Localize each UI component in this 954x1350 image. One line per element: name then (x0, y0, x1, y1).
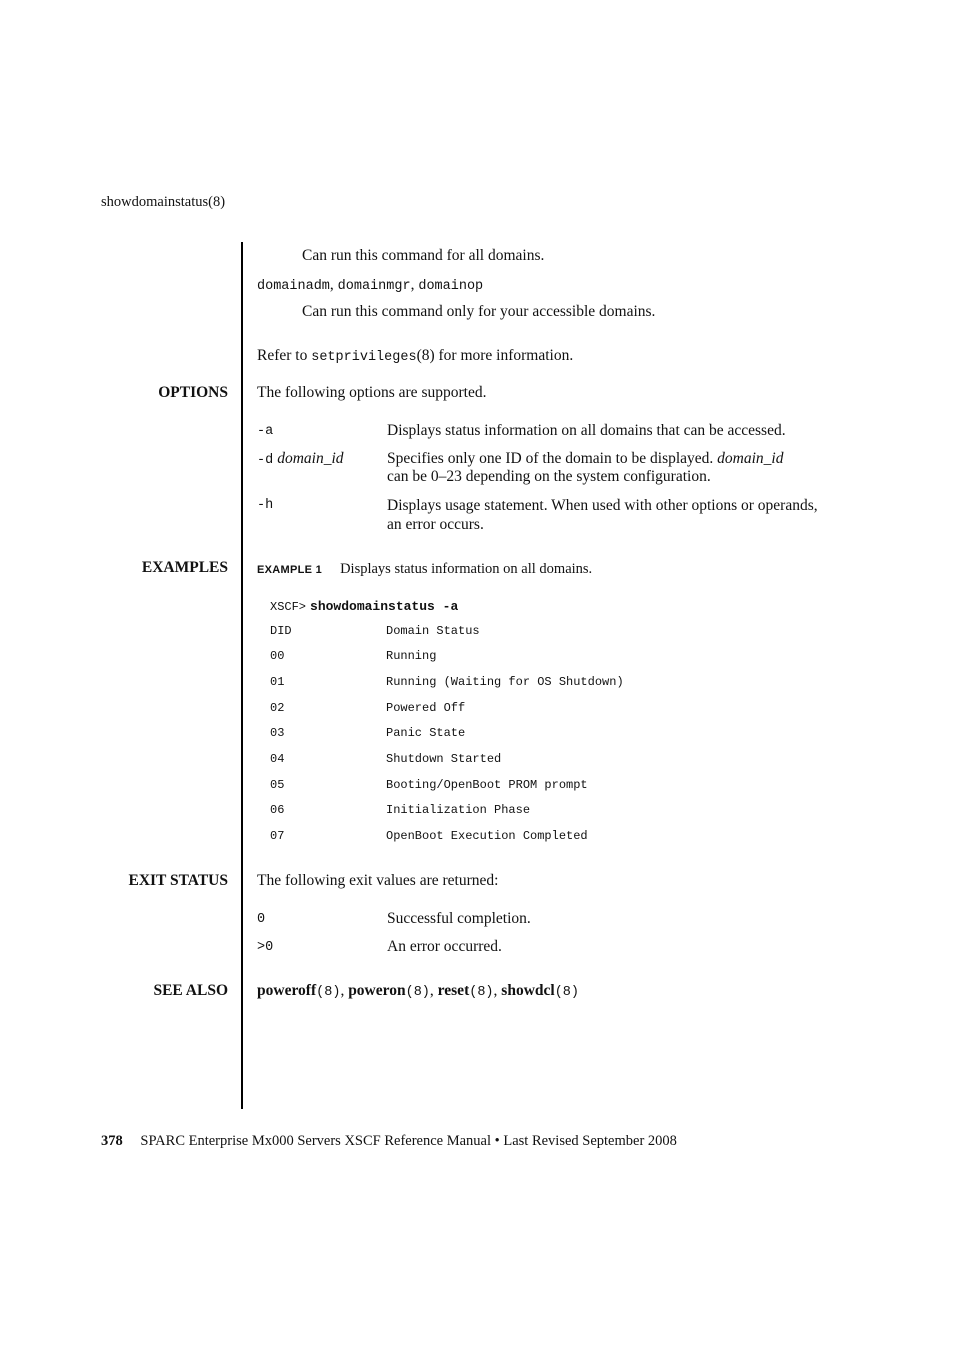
exit-status-intro: The following exit values are returned: (257, 872, 499, 889)
page-number: 378 (101, 1133, 123, 1149)
col-status: Domain Status (386, 624, 480, 638)
see-also-heading: SEE ALSO (153, 982, 228, 999)
refer-command: setprivileges (311, 350, 417, 365)
exit-value-1-desc: An error occurred. (387, 938, 502, 955)
book-title: SPARC Enterprise Mx000 Servers XSCF Reference Manual • Last Revised September 2008 (140, 1133, 677, 1149)
ref-poweron[interactable]: poweron (348, 982, 406, 999)
see-also-refs: poweroff(8), poweron(8), reset(8), showdcl(8) (257, 982, 580, 1000)
role-domainop: domainop (418, 279, 484, 294)
ref-showdcl[interactable]: showdcl (501, 982, 555, 999)
privilege-roles: domainadm, domainmgr, domainop (257, 276, 484, 294)
margin-rule (241, 242, 243, 1109)
privilege-all-desc: Can run this command for all domains. (302, 247, 545, 264)
option-h-flag: -h (257, 498, 274, 513)
ref-reset[interactable]: reset (437, 982, 470, 999)
exit-value-0-desc: Successful completion. (387, 910, 531, 927)
example-title: Displays status information on all domains. (340, 561, 593, 577)
role-domainmgr: domainmgr (337, 279, 411, 294)
exit-value-0: 0 (257, 912, 266, 927)
option-a-desc: Displays status information on all domains that can be accessed. (387, 422, 786, 439)
role-domainadm: domainadm (257, 279, 330, 294)
exit-status-heading: EXIT STATUS (128, 872, 228, 889)
example-command-line (270, 597, 458, 615)
examples-heading: EXAMPLES (141, 559, 228, 576)
options-intro: The following options are supported. (257, 384, 487, 401)
ref-poweroff[interactable]: poweroff (257, 982, 317, 999)
example-caption (257, 560, 592, 578)
shell-command: showdomainstatus -a (310, 599, 459, 614)
option-d-flag: -d domain_id (257, 450, 344, 468)
option-a-flag: -a (257, 424, 274, 439)
option-h-desc: Displays usage statement. When used with other options or operands, an error occurs. (387, 497, 818, 533)
running-header: showdomainstatus(8) (101, 194, 226, 210)
page-footer (101, 1133, 677, 1150)
refer-line: Refer to setprivileges(8) for more information. (257, 347, 574, 365)
option-d-desc: Specifies only one ID of the domain to be displayed. domain_id can be 0–23 depending on the system configuration. (387, 450, 784, 485)
option-d-arg: domain_id (277, 450, 344, 467)
shell-prompt: XSCF> (270, 600, 307, 614)
privilege-roles-desc: Can run this command only for your accessible domains. (302, 303, 656, 320)
exit-value-1: >0 (257, 940, 274, 955)
col-did: DID (270, 624, 292, 638)
example-tag: EXAMPLE 1 (257, 564, 323, 576)
options-heading: OPTIONS (158, 384, 228, 401)
